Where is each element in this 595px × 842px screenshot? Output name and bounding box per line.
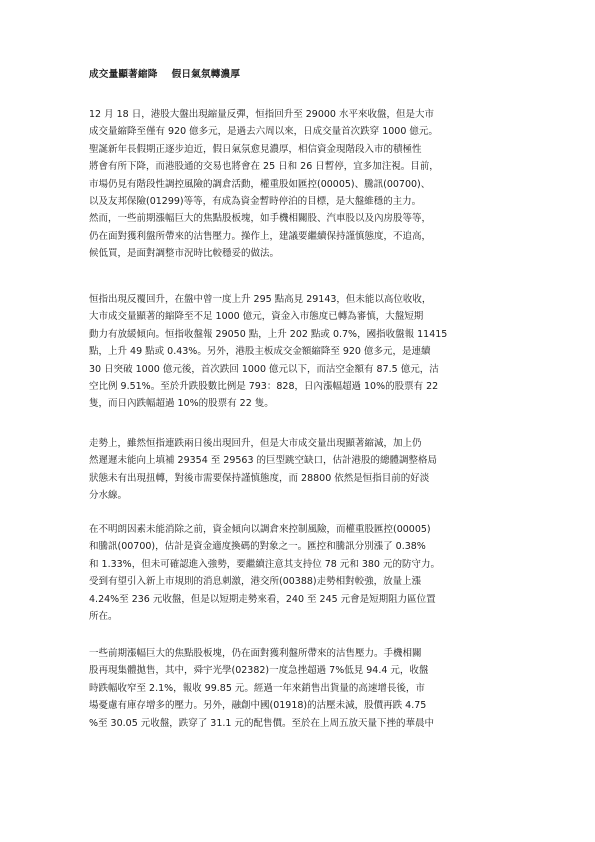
paragraph-5 bbox=[89, 645, 505, 732]
paragraph-line: 4.24%至 236 元收盤，但是以短期走勢來看，240 至 245 元會是短期阻力區位置 bbox=[89, 593, 436, 605]
paragraph-line: %至 30.05 元收盤，跌穿了 31.1 元的配售價。至於在上周五放天量下挫的華晨中 bbox=[89, 717, 434, 729]
paragraph-line: 在不明朗因素未能消除之前，資金傾向以調倉來控制風險，而權重股匯控(00005) bbox=[89, 524, 431, 535]
title-main: 成交量顯著縮降 bbox=[89, 69, 158, 80]
title-sub: 假日氣氛轉濃厚 bbox=[171, 69, 241, 80]
paragraph-line: 和 1.33%，但未可確認進入強勢，要繼續注意其支持位 78 元和 380 元的防守力。 bbox=[89, 558, 440, 570]
paragraph-line: 成交量縮降至僅有 920 億多元，是過去六周以來，日成交量首次跌穿 1000 億元。 bbox=[89, 126, 438, 138]
paragraph-line: 和騰訊(00700)，估計是資金適度換碼的對象之一。匯控和騰訊分別漲了 0.38% bbox=[89, 541, 426, 553]
paragraph-line: 受到有望引入新上市規則的消息刺激，港交所(00388)走勢相對較強，放量上漲 bbox=[89, 576, 422, 588]
paragraph-line: 動力有放緩傾向。恒指收盤報 29050 點，上升 202 點或 0.7%，國指收盤報 11415 bbox=[89, 328, 448, 340]
paragraph-line: 一些前期漲幅巨大的焦點股板塊，仍在面對獲利盤所帶來的沽售壓力。手機相關 bbox=[89, 648, 422, 659]
paragraph-line: 30 日突破 1000 億元後，首次跌回 1000 億元以下，而沽空金額有 87.5 億元，沽 bbox=[89, 363, 439, 375]
paragraph-line: 分水線。 bbox=[89, 490, 128, 502]
paragraph-line: 時跌幅收窄至 2.1%，報收 99.85 元。經過一年來銷售出貨量的高速增長後，市 bbox=[89, 682, 425, 694]
paragraph-line: 恒指出現反覆回升，在盤中曾一度上升 295 點高見 29143，但未能以高位收收， bbox=[89, 294, 432, 305]
paragraph-line: 大市成交量顯著的縮降至不足 1000 億元，資金入市態度已轉為審慎，大盤短期 bbox=[89, 311, 424, 323]
paragraph-line: 12 月 18 日，港股大盤出現縮量反彈，恒指回升至 29000 水平來收盤，但是大市 bbox=[89, 109, 434, 120]
paragraph-line: 空比例 9.51%。至於升跌股數比例是 793：828，日內漲幅超過 10%的股票有 22 bbox=[89, 380, 439, 392]
paragraph-line: 狀態未有出現扭轉，對後市需要保持謹慎態度，而 28800 依然是恒指目前的好淡 bbox=[89, 472, 430, 484]
paragraph-line: 然而，一些前期漲幅巨大的焦點股板塊，如手機相關股、汽車股以及內房股等等， bbox=[89, 213, 432, 225]
paragraph-line: 點，上升 49 點或 0.43%。另外，港股主板成交金額縮降至 920 億多元，是連續 bbox=[89, 346, 431, 358]
paragraph-4 bbox=[89, 521, 505, 625]
paragraph-1 bbox=[89, 106, 505, 263]
paragraph-line: 以及友邦保險(01299)等等，有成為資金暫時停泊的目標，是大盤維穩的主力。 bbox=[89, 195, 422, 207]
paragraph-3 bbox=[89, 435, 505, 505]
paragraph-line: 聖誕新年長假期正逐步迫近，假日氣氛愈見濃厚，相信資金現階段入市的積極性 bbox=[89, 143, 422, 155]
paragraph-line: 股再現集體拋售，其中，舜宇光學(02382)一度急挫超過 7%低見 94.4 元，收盤 bbox=[89, 665, 429, 677]
article-title bbox=[89, 68, 240, 82]
paragraph-line: 市場仍見有階段性調控風險的調倉活動，權重股如匯控(00005)、騰訊(00700)、 bbox=[89, 178, 431, 190]
paragraph-line: 走勢上，雖然恒指連跌兩日後出現回升，但是大市成交量出現顯著縮減，加上仍 bbox=[89, 438, 422, 449]
paragraph-line: 將會有所下降，而港股通的交易也將會在 25 日和 26 日暫停，宜多加注視。目前， bbox=[89, 161, 439, 173]
paragraph-line: 候低買，是面對調整市況時比較穩妥的做法。 bbox=[89, 248, 280, 260]
paragraph-line: 然遲遲未能向上填補 29354 至 29563 的巨型跳空缺口，估計港股的總體調整格局 bbox=[89, 455, 438, 467]
paragraph-line: 隻，而日內跌幅超過 10%的股票有 22 隻。 bbox=[89, 398, 274, 410]
paragraph-line: 所在。 bbox=[89, 610, 118, 622]
paragraph-2 bbox=[89, 291, 505, 413]
paragraph-line: 場憂慮有庫存增多的壓力。另外，融創中國(01918)的沽壓未減，股價再跌 4.75 bbox=[89, 700, 427, 712]
paragraph-line: 仍在面對獲利盤所帶來的沽售壓力。操作上，建議要繼續保持謹慎態度，不追高， bbox=[89, 230, 432, 242]
